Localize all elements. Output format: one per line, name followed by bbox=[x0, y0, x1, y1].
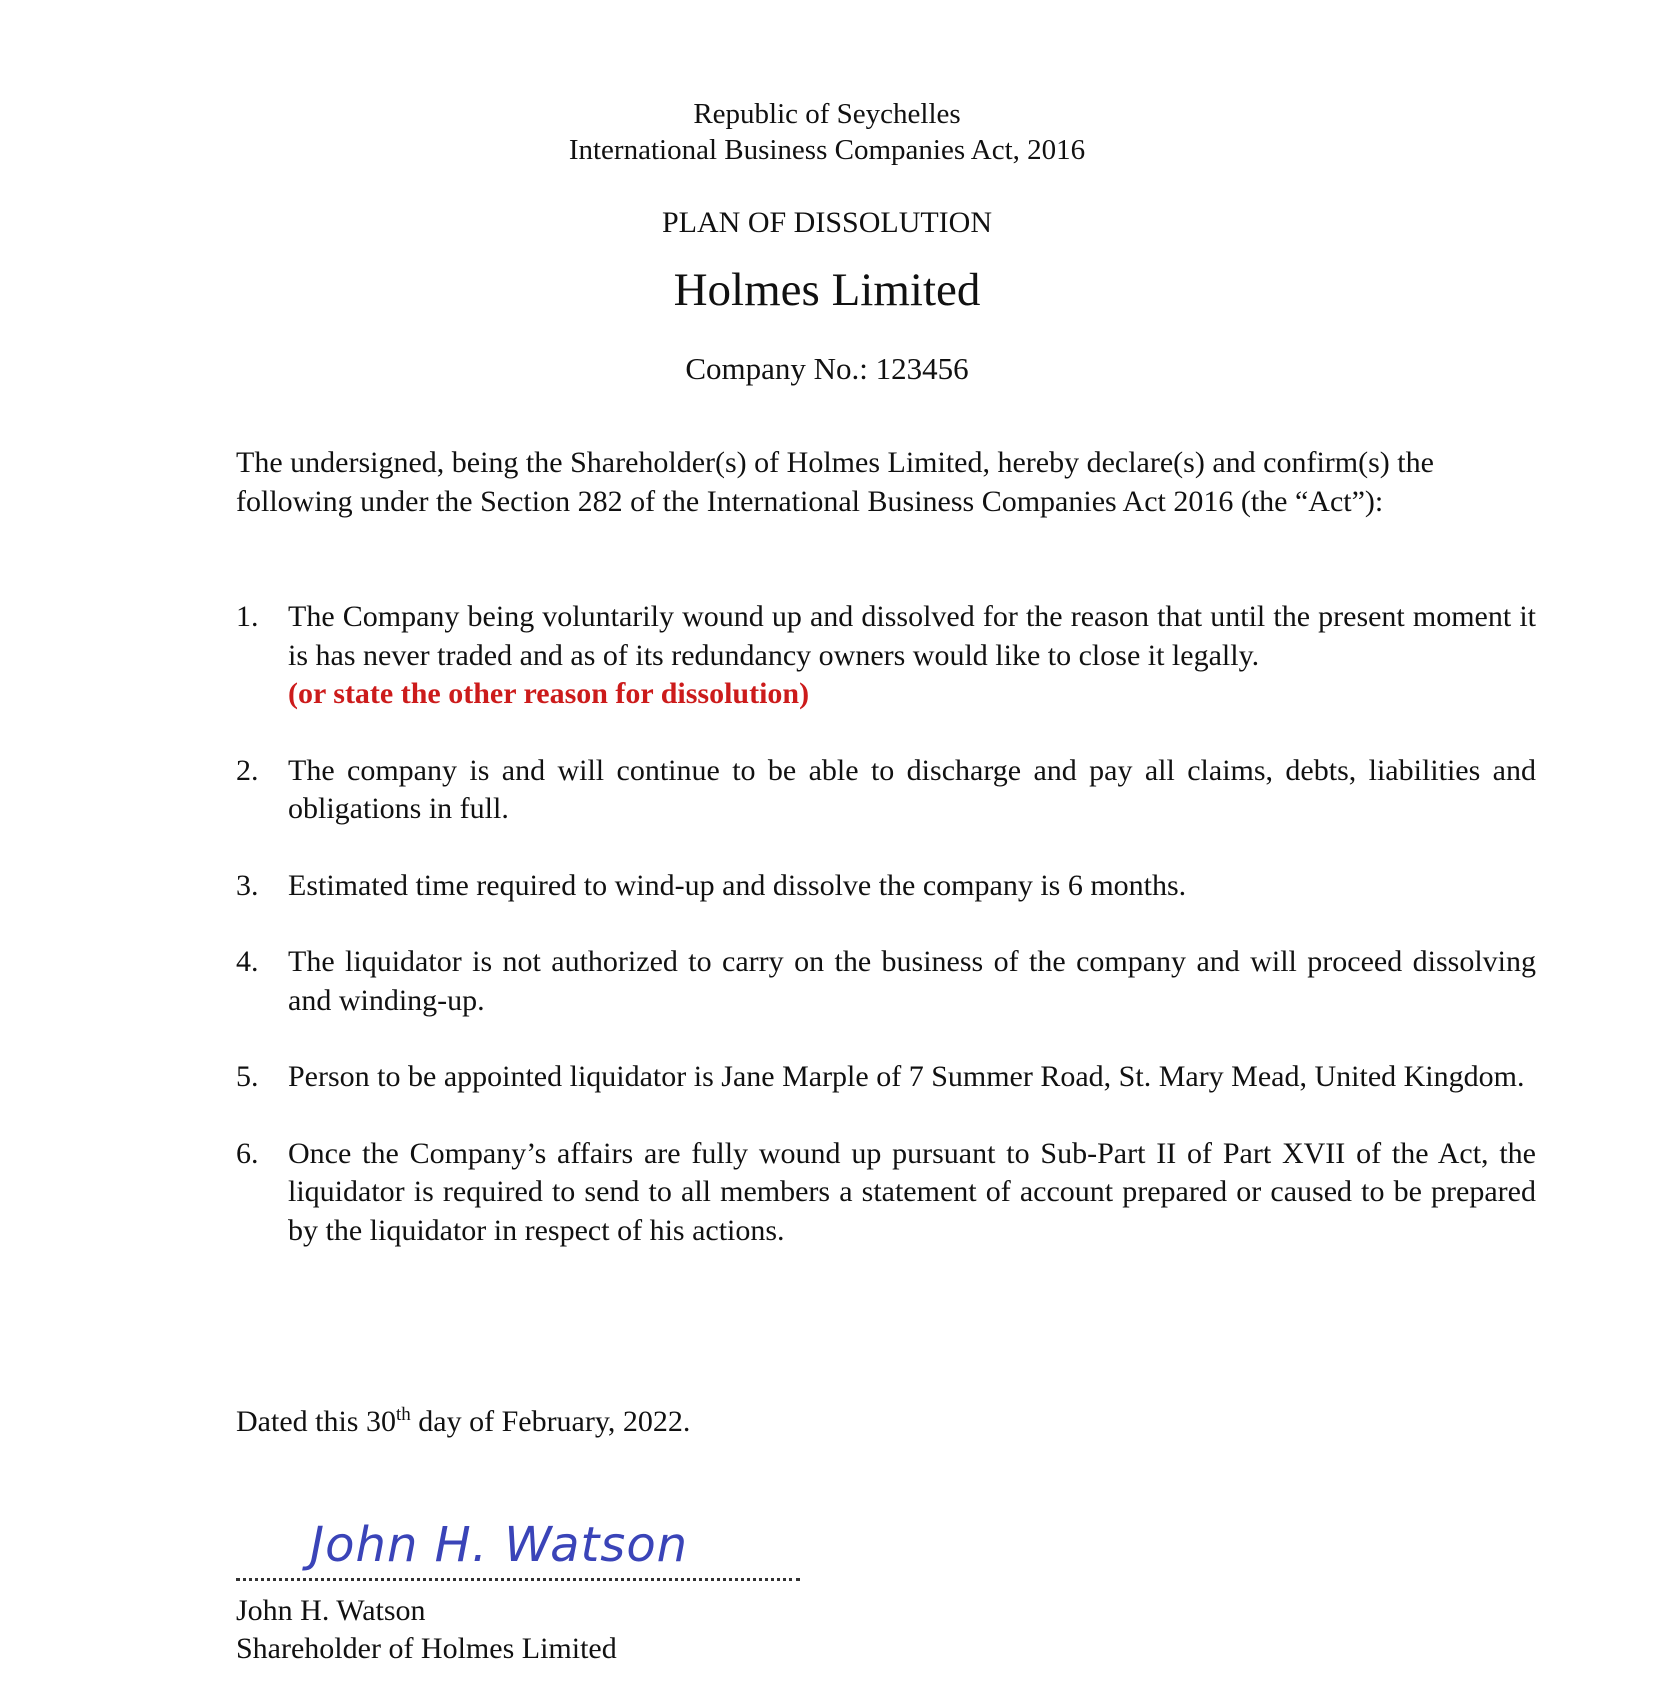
clause-number: 3. bbox=[236, 868, 259, 902]
dated-prefix: Dated this 30 bbox=[236, 1405, 396, 1438]
act-line: International Business Companies Act, 2016 bbox=[568, 134, 1086, 166]
clause-item bbox=[236, 867, 1536, 906]
clause-number: 4. bbox=[236, 945, 259, 978]
signer-role: Shareholder of Holmes Limited bbox=[236, 1632, 617, 1665]
clause-item bbox=[236, 1135, 1536, 1251]
clause-text: The company is and will continue to be able to discharge and pay all claims, debts, liabilities and obligations in full. bbox=[288, 753, 1536, 825]
alternative-reason-note: (or state the other reason for dissolution) bbox=[288, 677, 810, 710]
intro-paragraph: The undersigned, being the Shareholder(s) of Holmes Limited, hereby declare(s) and confirm(s) the following under the Section 282 of the International Business Companies Act 2016 (the “Act”): bbox=[236, 446, 1434, 518]
signature-line bbox=[236, 1578, 800, 1581]
clause-number: 2. bbox=[236, 753, 259, 787]
clause-item bbox=[236, 1058, 1536, 1097]
jurisdiction-heading bbox=[0, 96, 1654, 168]
document-title: PLAN OF DISSOLUTION bbox=[661, 206, 992, 239]
clause-list bbox=[236, 598, 1536, 1250]
clause-item bbox=[236, 598, 1536, 714]
dated-suffix: day of February, 2022. bbox=[410, 1405, 691, 1438]
dated-ordinal: th bbox=[395, 1404, 411, 1425]
clause-item bbox=[236, 943, 1536, 1020]
dated-line bbox=[236, 1402, 690, 1442]
country-line: Republic of Seychelles bbox=[693, 98, 961, 130]
company-name: Holmes Limited bbox=[673, 264, 981, 316]
clause-number: 1. bbox=[236, 600, 259, 633]
clause-text: Estimated time required to wind-up and dissolve the company is 6 months. bbox=[288, 868, 1187, 902]
clause-item bbox=[236, 752, 1536, 829]
clause-number: 5. bbox=[236, 1060, 259, 1093]
clause-text: The Company being voluntarily wound up and dissolved for the reason that until the present moment it is has never traded and as of its redundancy owners would like to close it legally. bbox=[288, 600, 1536, 672]
clause-text: Person to be appointed liquidator is Jane Marple of 7 Summer Road, St. Mary Mead, United Kingdom. bbox=[288, 1060, 1525, 1093]
clause-number: 6. bbox=[236, 1136, 259, 1170]
clause-text: Once the Company’s affairs are fully wound up pursuant to Sub-Part II of Part XVII of the Act, the liquidator is required to send to all members a statement of account prepared or caused to be prepared by the liquidator in respect of his actions. bbox=[288, 1136, 1536, 1247]
clause-text: The liquidator is not authorized to carry on the business of the company and will proceed dissolving and winding-up. bbox=[288, 945, 1536, 1017]
handwritten-signature: John H. Watson bbox=[310, 1517, 689, 1573]
company-number: Company No.: 123456 bbox=[685, 351, 969, 386]
signer-name: John H. Watson bbox=[236, 1594, 426, 1627]
